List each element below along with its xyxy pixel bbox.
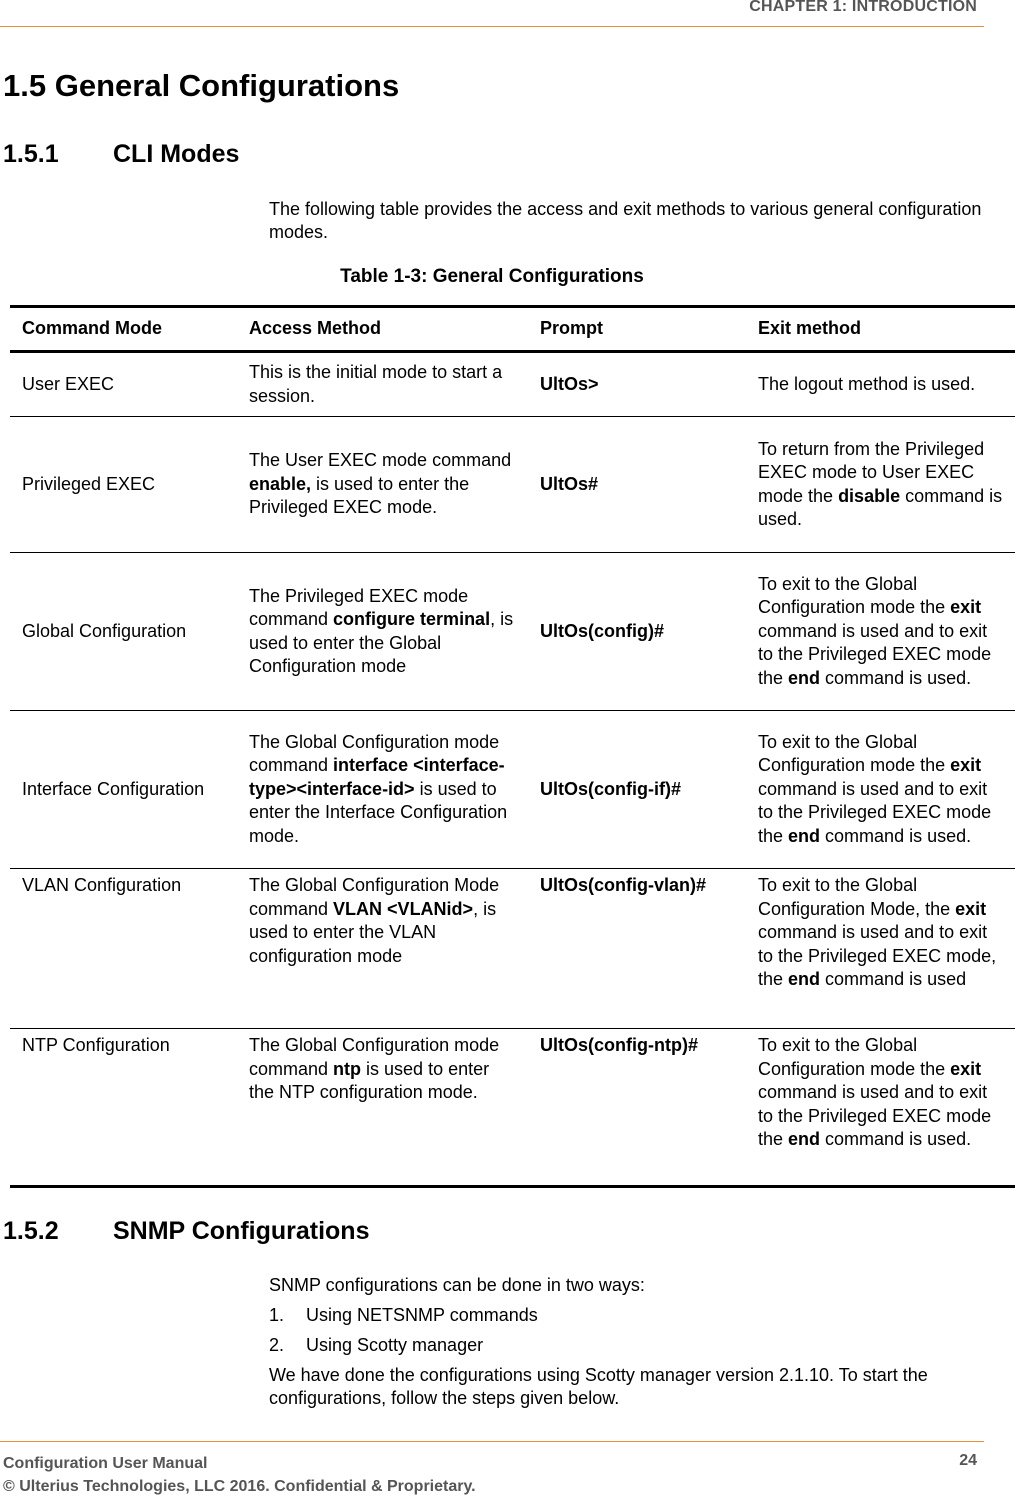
section-title: General Configurations bbox=[54, 68, 400, 103]
cell-exit: To exit to the Global Configuration mode the exit command is used and to exit to the Privileged EXEC mode the end command is used. bbox=[746, 711, 1015, 869]
cell-prompt: UltOs> bbox=[528, 352, 746, 417]
cell-mode: Privileged EXEC bbox=[10, 417, 237, 553]
manual-title: Configuration User Manual bbox=[3, 1455, 208, 1472]
cell-mode: User EXEC bbox=[10, 352, 237, 417]
cell-mode: Interface Configuration bbox=[10, 711, 237, 869]
cell-exit: To exit to the Global Configuration Mode, the exit command is used and to exit to the Privileged EXEC mode, the end command is used bbox=[746, 869, 1015, 1029]
copyright-notice: © Ulterius Technologies, LLC 2016. Confidential & Proprietary. bbox=[3, 1478, 476, 1495]
cell-exit: To return from the Privileged EXEC mode to User EXEC mode the disable command is used. bbox=[746, 417, 1015, 553]
subsection-number: 1.5.1 bbox=[3, 140, 59, 168]
cell-prompt: UltOs(config-vlan)# bbox=[528, 869, 746, 1029]
header-rule bbox=[0, 26, 984, 27]
table-row bbox=[10, 869, 1015, 1029]
subsection-number: 1.5.2 bbox=[3, 1217, 59, 1245]
footer-info bbox=[3, 1452, 476, 1498]
cell-access: The Privileged EXEC mode command configure terminal, is used to enter the Global Configuration mode bbox=[237, 553, 528, 711]
table-row bbox=[10, 1029, 1015, 1187]
cell-mode: NTP Configuration bbox=[10, 1029, 237, 1187]
intro-paragraph: The following table provides the access and exit methods to various general configuration modes. bbox=[269, 199, 982, 242]
general-configurations-table bbox=[10, 305, 1015, 1188]
cell-access: The Global Configuration Mode command VLAN <VLANid>, is used to enter the VLAN configuration mode bbox=[237, 869, 528, 1029]
snmp-outro: We have done the configurations using Scotty manager version 2.1.10. To start the configurations, follow the steps given below. bbox=[269, 1365, 928, 1408]
section-heading bbox=[3, 68, 399, 104]
column-header: Access Method bbox=[237, 307, 528, 352]
table-caption: Table 1-3: General Configurations bbox=[340, 266, 644, 287]
cell-access: The Global Configuration mode command interface <interface-type><interface-id> is used to enter the Interface Configuration mode. bbox=[237, 711, 528, 869]
subsection-title: CLI Modes bbox=[113, 140, 240, 168]
table-row bbox=[10, 711, 1015, 869]
cell-exit: To exit to the Global Configuration mode the exit command is used and to exit to the Privileged EXEC mode the end command is used. bbox=[746, 1029, 1015, 1187]
subsection-title: SNMP Configurations bbox=[113, 1217, 370, 1245]
subsection-heading-snmp bbox=[3, 1217, 369, 1246]
chapter-header: CHAPTER 1: INTRODUCTION bbox=[749, 0, 977, 15]
cell-exit: The logout method is used. bbox=[746, 352, 1015, 417]
list-item: 2. Using Scotty manager bbox=[269, 1335, 484, 1355]
column-header: Command Mode bbox=[10, 307, 237, 352]
cell-access: The User EXEC mode command enable, is used to enter the Privileged EXEC mode. bbox=[237, 417, 528, 553]
table-header-row bbox=[10, 307, 1015, 352]
cell-prompt: UltOs(config)# bbox=[528, 553, 746, 711]
page-number: 24 bbox=[959, 1452, 977, 1469]
list-item: 1. Using NETSNMP commands bbox=[269, 1305, 538, 1325]
cell-exit: To exit to the Global Configuration mode the exit command is used and to exit to the Privileged EXEC mode the end command is used. bbox=[746, 553, 1015, 711]
table-row bbox=[10, 417, 1015, 553]
cell-access: The Global Configuration mode command ntp is used to enter the NTP configuration mode. bbox=[237, 1029, 528, 1187]
cell-prompt: UltOs# bbox=[528, 417, 746, 553]
table-row bbox=[10, 553, 1015, 711]
column-header: Prompt bbox=[528, 307, 746, 352]
cell-mode: Global Configuration bbox=[10, 553, 237, 711]
cell-mode: VLAN Configuration bbox=[10, 869, 237, 1029]
snmp-intro: SNMP configurations can be done in two ways: bbox=[269, 1275, 645, 1295]
footer-rule bbox=[0, 1441, 984, 1442]
snmp-section-body bbox=[269, 1274, 969, 1417]
section-number: 1.5 bbox=[3, 68, 47, 103]
table-row bbox=[10, 352, 1015, 417]
cell-access: This is the initial mode to start a session. bbox=[237, 352, 528, 417]
cell-prompt: UltOs(config-if)# bbox=[528, 711, 746, 869]
column-header: Exit method bbox=[746, 307, 1015, 352]
cell-prompt: UltOs(config-ntp)# bbox=[528, 1029, 746, 1187]
subsection-heading-cli-modes bbox=[3, 140, 239, 169]
